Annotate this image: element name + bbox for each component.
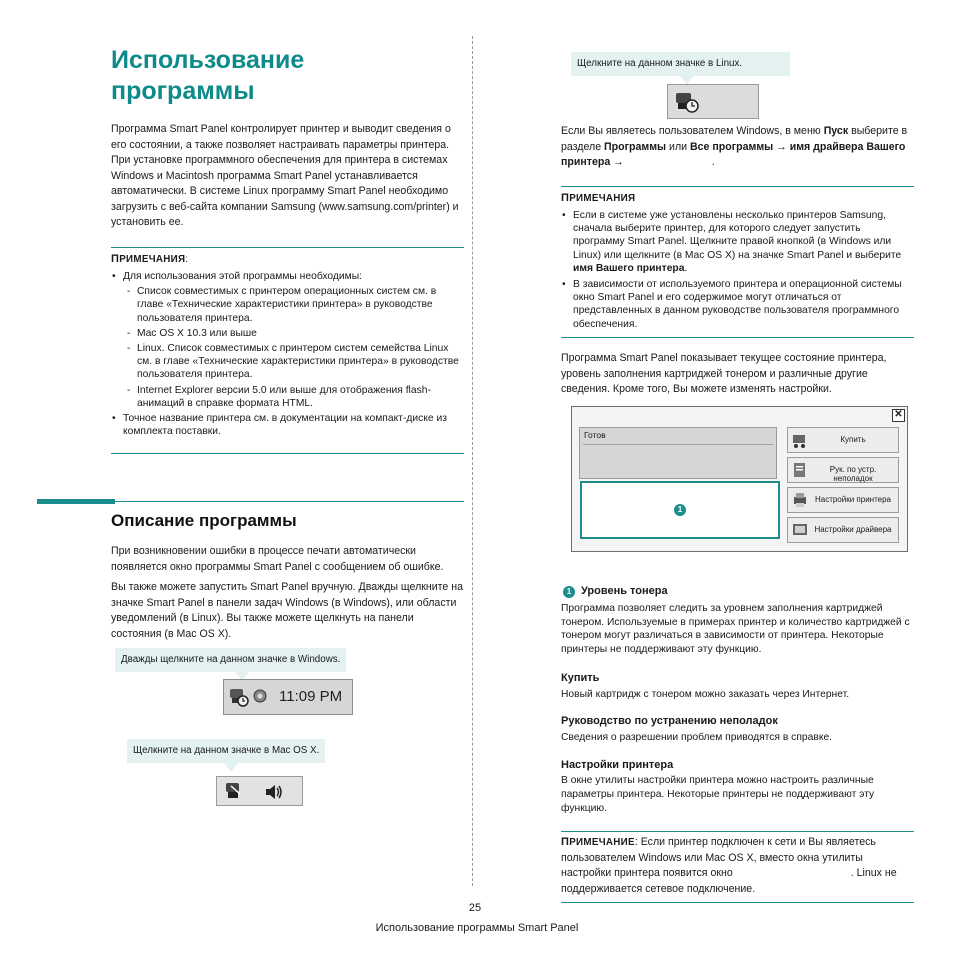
column-divider: [472, 36, 473, 886]
notes-top-rule: [561, 186, 914, 187]
printer-icon: [791, 491, 809, 509]
section-title: Описание программы: [111, 511, 297, 530]
close-icon[interactable]: ✕: [892, 409, 905, 422]
toner-marker: 1: [674, 504, 686, 516]
note-item: • Точное название принтера см. в документации на компакт-диске из комплекта поставки.: [111, 412, 463, 438]
note-subitem: - Linux. Список совместимых с принтером систем семейства Linux см. в главе «Технические характеристики принтера» в руководстве пользователя принтера.: [125, 342, 463, 382]
driver-icon: [791, 521, 809, 539]
tray-clock: 11:09 PM: [279, 688, 343, 705]
note-heading: ПРИМЕЧАНИЯ:: [111, 253, 189, 265]
notes-heading: ПРИМЕЧАНИЯ: [561, 192, 636, 204]
speaker-icon[interactable]: [263, 782, 285, 802]
status-display: [579, 427, 777, 479]
note-top-rule: [111, 247, 464, 248]
final-note: ПРИМЕЧАНИЕ: Если принтер подключен к сети и Вы являетесь пользователем Windows или Mac OS X, вместо окна утилиты настройки принтера появится окно . Linux не поддерживается сетевое подключение.: [561, 836, 897, 895]
buy-title: Купить: [561, 672, 600, 684]
smart-panel-linux-icon[interactable]: [674, 90, 700, 114]
notes-block: [561, 209, 913, 331]
mac-callout: Щелкните на данном значке в Mac OS X.: [127, 739, 325, 763]
notes-item: • Если в системе уже установлены несколько принтеров Samsung, сначала выберите принтер, для которого следует запустить программу Smart Panel. Щелкните правой кнопкой (в Windows или Linux) или щелкните (в Mac OS X) на значке Smart Panel и выберите имя Вашего принтера.: [561, 209, 913, 275]
troubleshooting-text: Сведения о разрешении проблем приводятся в справке.: [561, 732, 833, 743]
page-title-line1: Использование: [111, 46, 305, 74]
smart-panel-tray-icon[interactable]: [228, 686, 250, 708]
printer-settings-text: В окне утилиты настройки принтера можно настроить различные параметры принтера. Некоторые принтеры не поддерживают эту функцию.: [561, 775, 875, 814]
toner-marker-legend: 1: [563, 586, 575, 598]
cart-icon: [791, 431, 809, 449]
status-divider: [583, 444, 773, 445]
printer-settings-button[interactable]: Настройки принтера: [787, 487, 899, 513]
windows-start-instructions: Если Вы являетесь пользователем Windows, в меню Пуск выберите в разделе Программы или Все программы → имя драйвера Вашего принтера → .: [561, 125, 908, 168]
printer-settings-title: Настройки принтера: [561, 759, 674, 771]
smart-panel-menubar-icon[interactable]: [223, 780, 245, 802]
notes-bottom-rule: [561, 337, 914, 338]
toner-level-area: [580, 481, 780, 539]
page-title-line2: программы: [111, 77, 255, 105]
note-subitem: - Список совместимых с принтером операционных систем см. в главе «Технические характеристики принтера» в руководстве пользователя принтера.: [125, 285, 463, 325]
troubleshooting-button[interactable]: Рук. по устр. неполадок: [787, 457, 899, 483]
mac-menubar: [216, 776, 303, 806]
notes-item: • В зависимости от используемого принтера и операционной системы окно Smart Panel и его содержимое могут отличаться от представленных в данном руководстве пользователя программного обеспечения.: [561, 278, 913, 331]
tray-secondary-icon[interactable]: [252, 688, 268, 704]
smart-panel-window: [571, 406, 908, 552]
note-bottom-rule: [111, 453, 464, 454]
status-text: Готов: [584, 430, 606, 440]
guide-icon: [791, 461, 809, 479]
linux-callout: Щелкните на данном значке в Linux.: [571, 52, 790, 76]
section-paragraph-2: Вы также можете запустить Smart Panel вручную. Дважды щелкните на значке Smart Panel в панели задач Windows (в Windows), или области уведомлений (в Linux). Вы также можете щелкнуть на панели состояния (в Mac OS X).: [111, 581, 463, 640]
section-rule: [115, 501, 464, 502]
page-title: [111, 45, 304, 107]
page-number: 25: [468, 902, 482, 914]
troubleshooting-title: Руководство по устранению неполадок: [561, 715, 778, 727]
buy-button[interactable]: Купить: [787, 427, 899, 453]
windows-callout: Дважды щелкните на данном значке в Windows.: [115, 648, 346, 672]
linux-tray: [667, 84, 759, 119]
note-block: [111, 270, 463, 438]
toner-level-text: Программа позволяет следить за уровнем заполнения картриджей тонером. Используемые в примерах принтер и количество картриджей с тонером могут различаться в зависимости от принтера. Некоторые принтеры не поддерживают эту функцию.: [561, 603, 910, 655]
intro-paragraph: Программа Smart Panel контролирует принтер и выводит сведения о его состоянии, а также позволяет настраивать параметры принтера. При установке программного обеспечения для принтера в системах Windows и Macintosh программа Smart Panel устанавливается автоматически. В системе Linux программу Smart Panel необходимо загрузить с веб-сайта компании Samsung (www.samsung.com/printer) и установить ее.: [111, 123, 459, 228]
windows-tray: [223, 679, 353, 715]
mac-callout-pointer: [224, 763, 238, 772]
status-paragraph: Программа Smart Panel показывает текущее состояние принтера, уровень заполнения картриджей тонером и различные другие сведения. Кроме того, Вы можете изменять настройки.: [561, 352, 887, 395]
footer-caption: Использование программы Smart Panel: [375, 922, 579, 934]
note-subitem: - Mac OS X 10.3 или выше: [125, 327, 463, 340]
driver-settings-button[interactable]: Настройки драйвера: [787, 517, 899, 543]
final-note-top-rule: [561, 831, 914, 832]
section-marker-bar: [37, 499, 115, 504]
section-paragraph-1: При возникновении ошибки в процессе печати автоматически появляется окно программы Smart Panel с сообщением об ошибке.: [111, 545, 444, 573]
buy-text: Новый картридж с тонером можно заказать через Интернет.: [561, 689, 850, 700]
toner-level-title: Уровень тонера: [581, 585, 668, 597]
note-subitem: - Internet Explorer версии 5.0 или выше для отображения flash-анимаций в справке формата HTML.: [125, 384, 463, 410]
note-item: • Для использования этой программы необходимы: - Список совместимых с принтером операционных систем см. в главе «Технические характеристики принтера» в руководстве пользователя принтера. - Mac OS X 10.3 или выше - Linux. Список совместимых с принтером систем семейства Linux см. в главе «Технические характеристики принтера» в руководстве пользователя принтера. - Internet Explorer версии 5.0 или выше для отображения flash-анимаций в справке формата HTML.: [111, 270, 463, 410]
